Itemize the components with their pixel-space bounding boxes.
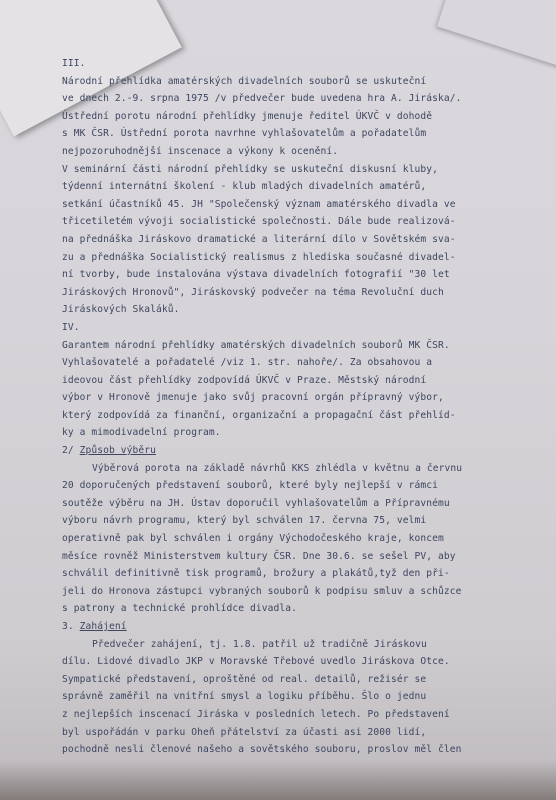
text-line: s MK ČSR. Ústřední porota navrhne vyhlašovatelům a pořadatelům [62,128,427,140]
text-line: který zodpovídá za finanční, organizační a propagační část přehlíd- [62,409,456,421]
text-line: Vyhlašovatelé a pořadatelé /viz 1. str. nahoře/. Za obsahovou a [62,357,433,369]
text-line: dílu. Lidové divadlo JKP v Moravské Třebové uvedlo Jiráskova Otce. [62,656,450,668]
text-line: ideovou část přehlídky zodpovídá ÚKVČ v Praze. Městský národní [62,374,427,386]
text-line: třicetiletém vývoji socialistické společnosti. Dále bude realizová- [62,216,456,228]
heading-number: 2/ [62,445,80,457]
section-zahajeni-body [62,636,537,759]
text-line: s patrony a technické prohlídce divadla. [62,603,298,615]
typewritten-text [62,55,537,759]
text-line: zu a přednáška Socialistický realismus z hlediska současné divadel- [62,251,456,263]
text-line: výbor v Hronově jmenuje jako svůj pracovní orgán přípravný výbor, [62,392,444,404]
text-line: operativně pak byl schválen i orgány Východočeského kraje, koncem [62,533,444,545]
text-line: Národní přehlídka amatérských divadelních souborů se uskuteční [62,75,427,87]
text-line: III. [62,58,86,69]
text-line: nejpozoruhodnější inscenace a výkony k ocenění. [62,145,339,157]
text-line: správně zaměřil na vnitřní smysl a logiku příběhu. Šlo o jednu [62,691,427,703]
heading-zpusob-vyberu [62,442,537,460]
text-line: výboru návrh programu, který byl schválen 17. června 75, velmi [62,515,427,527]
text-line: Sympatické představení, oproštěné od real. detailů, režisér se [62,673,427,685]
text-line: ve dnech 2.-9. srpna 1975 /v předvečer bude uvedena hra A. Jiráska/. [62,93,462,105]
text-line: Jiráskových Skaláků. [62,304,180,316]
text-line: měsíce rovněž Ministerstvem kultury ČSR. Dne 30.6. se sešel PV, aby [62,550,456,562]
text-line: IV. [62,321,80,333]
text-line: V seminární části národní přehlídky se uskuteční diskusní kluby, [62,163,439,175]
heading-title: Způsob výběru [79,445,157,457]
text-line: Předvečer zahájení, tj. 1.8. patřil už tradičně Jiráskovu [92,638,427,650]
text-line: byl uspořádán v parku Oheň přátelství za účasti asi 2000 lidí, [62,726,427,738]
text-line: soutěže výběru na JH. Ústav doporučil vyhlašovatelům a Přípravnému [62,497,450,509]
text-line: ní tvorby, bude instalována výstava divadelních fotografií "30 let [62,269,450,281]
text-line: Výběrová porota na základě návrhů KKS zhlédla v květnu a červnu [92,462,463,474]
text-line: na přednáška Jiráskovo dramatické a literární dílo v Sovětském sva- [62,233,456,245]
text-line: Jiráskových Hronovů", Jiráskovský podvečer na téma Revoluční duch [62,286,444,298]
text-line: týdenní internátní školení - klub mladých divadelních amatérů, [62,181,427,193]
text-line: ky a mimodivadelní program. [62,427,221,439]
text-line: z nejlepších inscenací Jiráska v posledních letech. Po představení [62,708,450,720]
section-zpusob-vyberu-body [62,460,537,618]
heading-title: Zahájení [79,621,127,632]
page-bottom-shadow [0,760,556,800]
heading-zahajeni [62,618,537,636]
text-line: jeli do Hronova zástupci vybraných souborů k podpisu smluv a schůzce [62,585,462,597]
text-line: setkání účastníků 45. JH "Společenský význam amatérského divadla ve [62,198,456,210]
text-line: pochodně nesli členové našeho a sovětského souboru, proslov měl člen [62,744,462,756]
section-iii-iv [62,55,537,442]
text-line: 20 doporučených představení souborů, které byly nejlepší v rámci [62,480,439,492]
text-line: schválil definitivně tisk programů, brožury a plakátů,tyž den při- [62,568,450,580]
heading-number: 3. [62,621,80,632]
text-line: Ústřední porotu národní přehlídky jmenuje ředitel ÚKVČ v dohodě [62,110,433,122]
text-line: Garantem národní přehlídky amatérských divadelních souborů MK ČSR. [62,339,450,351]
